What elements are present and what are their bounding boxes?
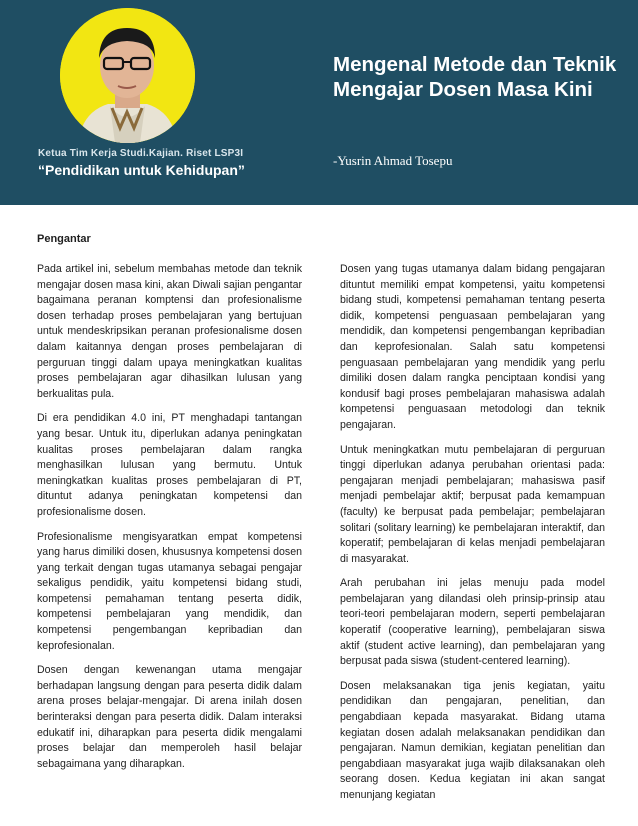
author-portrait-image <box>60 8 195 143</box>
paragraph: Untuk meningkatkan mutu pembelajaran di perguruan tinggi diperlukan adanya perubahan orientasi pada: pengajaran menjadi pembelajaran; mahasiswa pasif menjadi pembelajar aktif; berpusat pada kemampuan (faculty) ke berpusat pada pembelajar; pembelajaran solitari (solitary learning) ke pembelajaran interaktif, dan koperatif; pembelajaran di kelas menjadi pembelajaran di masyarakat. <box>340 443 605 565</box>
paragraph: Di era pendidikan 4.0 ini, PT menghadapi tantangan yang besar. Untuk itu, diperlukan adanya peningkatan kualitas proses pembelajaran dalam rangka menghasilkan lulusan yang bermutu. Untuk meningkatkan kualitas proses pembelajaran di PT, dituntut adanya peningkatan kompetensi dan profesionalisme dosen. <box>37 412 302 518</box>
article-byline: -Yusrin Ahmad Tosepu <box>333 153 453 168</box>
section-heading: Pengantar <box>37 233 91 245</box>
header-band <box>0 0 638 205</box>
article-left-column <box>37 262 302 781</box>
paragraph: Pada artikel ini, sebelum membahas metode dan teknik mengajar dosen masa kini, akan Diwali sajian pengantar bagaimana peranan komptensi dan profesionalisme dosen terhadap proses pembelajaran yang bertujuan untuk mendeskripsikan peranan profesionalisme dosen dalam kaitannya dengan proses pembelajaran di perguruan tinggi dalam upaya meningkatkan kualitas proses pembelajaran agar dihasilkan lulusan yang berkualitas pula. <box>37 263 302 400</box>
paragraph: Arah perubahan ini jelas menuju pada model pembelajaran yang dilandasi oleh prinsip-prinsip atau teori-teori pembelajaran modern, seperti pembelajaran koperatif (cooperative learning), pembelajaran siswa aktif (student active learning), dan pembelajaran yang berpusat pada siswa (student-centered learning). <box>340 577 605 668</box>
author-role: Ketua Tim Kerja Studi.Kajian. Riset LSP3I <box>38 148 244 159</box>
author-motto: “Pendidikan untuk Kehidupan” <box>38 162 245 178</box>
article-title: Mengenal Metode dan Teknik Mengajar Dosen Masa Kini <box>333 53 617 101</box>
article-right-column <box>340 262 605 813</box>
paragraph: Dosen melaksanakan tiga jenis kegiatan, yaitu pendidikan dan pengajaran, penelitian, dan pengabdiaan kepada masyarakat. Bidang utama kegiatan dosen adalah melaksanakan pendidikan dan pengajaran. Namun demikian, kegiatan penelitian dan pengabdiaan masyarakat juga wajib dilaksanakan oleh seorang dosen. Kedua kegiatan ini akan sangat menunjang kegiatan <box>340 679 605 801</box>
paragraph: Dosen yang tugas utamanya dalam bidang pengajaran dituntut memiliki empat kompetensi, yaitu kompetensi bidang studi, kompetensi pemahaman tentang peserta didik, kompetensi penguasaan pembelajaran yang mendidik, dan kompetensi pengembangan kepribadian dan keprofesionalan. Salah satu kompetensi penguasaan pembelajaran yang mendidik yang perlu dimiliki dosen dalam rangka penciptaan kondisi yang kondusif bagi proses pembelajaran mahasiswa adalah kompetensi penguasaan metodologi dan teknik pengajaran. <box>340 263 605 431</box>
paragraph: Profesionalisme mengisyaratkan empat kompetensi yang harus dimiliki dosen, khususnya kompetensi dosen yang terkait dengan tugas utamanya sebagai pengajar sekaligus pendidik, yaitu kompetensi bidang studi, kompetensi pemahaman tentang peserta didik, kompetensi pembelajaran yang mendidik, dan kompetensi pengembangan kepribadian dan keprofesionalan. <box>37 530 302 652</box>
author-photo <box>60 8 195 143</box>
paragraph: Dosen dengan kewenangan utama mengajar berhadapan langsung dengan para peserta didik dalam arena proses belajar-mengajar. Di arena inilah dosen berinteraksi dengan para peserta didik. Dalam interaksi edukatif ini, diharapkan para peserta didik mengalami proses belajar dan memperoleh hasil belajar sebagaimana yang diharapkan. <box>37 664 302 770</box>
